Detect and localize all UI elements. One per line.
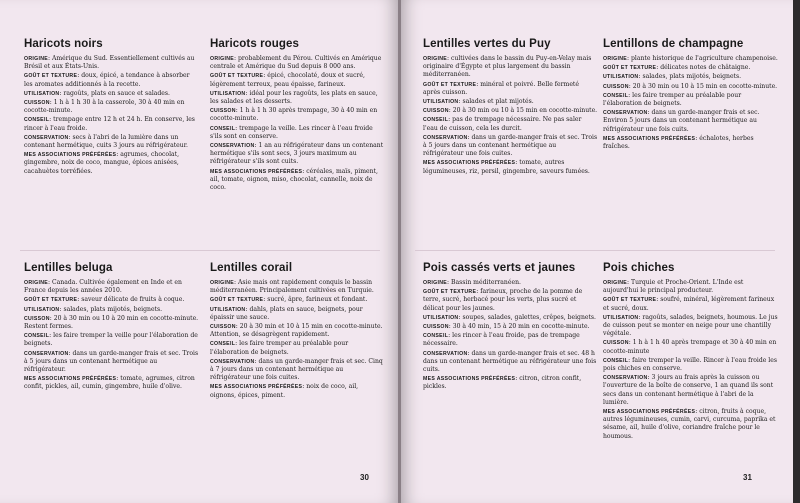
field-text: : dahls, plats en sauce, beignets, pour épaissir une sauce. — [210, 305, 363, 321]
field-text: : idéal pour les ragoûts, les plats en sauce, les salades et les desserts. — [210, 89, 378, 106]
field-text: : pas de trempage nécessaire. Ne pas saler l'eau de cuisson, cela les durcit. — [423, 116, 582, 132]
field-associations — [603, 408, 778, 441]
entry-haricots-noirs — [24, 38, 199, 177]
field-label: CUISSON — [603, 83, 629, 90]
field-text: : 3 jours au frais après la cuisson ou l'ouverture de la boîte de conserve, 1 an quand ils sont secs dans un contenant hermétique à l'abri de la lumière. — [603, 374, 774, 406]
page-number-left: 30 — [360, 473, 369, 482]
field-label: GOÛT ET TEXTURE — [603, 65, 657, 72]
field-label: CUISSON — [24, 100, 50, 107]
field-conservation — [423, 134, 598, 159]
field-text: : secs à l'abri de la lumière dans un contenant hermétique, cuits 3 jours au réfrigérateur. — [24, 133, 188, 150]
field-associations — [603, 135, 778, 151]
entry-lentilles-beluga — [24, 262, 199, 393]
field-utilisation — [24, 306, 199, 314]
field-cuisson — [423, 323, 598, 331]
field-text: : 1 an au réfrigérateur dans un contenant hermétique s'ils sont secs, 3 jours maximum au réfrigérateur s'ils sont cuits. — [210, 142, 384, 166]
field-conservation — [423, 350, 598, 375]
field-utilisation — [210, 90, 385, 106]
field-origine — [603, 55, 778, 63]
field-text: : trempage la veille. Les rincer à l'eau froide s'ils sont en conserve. — [210, 124, 373, 140]
field-cuisson — [210, 323, 385, 339]
field-gout-et-texture — [603, 296, 778, 312]
field-label: ORIGINE — [423, 56, 448, 62]
field-label: CONSERVATION — [603, 375, 648, 382]
field-conseil — [603, 357, 778, 373]
field-label: CONSERVATION — [603, 110, 648, 117]
field-text: : dans un garde-manger frais et sec. Trois à 5 jours dans un contenant hermétique au réfrigérateur. — [24, 349, 199, 374]
field-text: : probablement du Pérou. Cultivés en Amérique centrale et Amérique du Sud depuis 8 000 ans. — [210, 55, 382, 71]
field-text: : cultivées dans le bassin du Puy-en-Velay mais originaire d'Égypte et plus largement du bassin méditerranéen. — [423, 55, 592, 79]
field-label: ORIGINE — [24, 56, 49, 62]
field-text: : les faire tremper au préalable pour l'élaboration de beignets. — [603, 91, 742, 108]
field-gout-et-texture — [24, 72, 199, 88]
field-text: : les rincer à l'eau froide, pas de trempage nécessaire. — [423, 332, 580, 348]
field-label: CUISSON — [423, 324, 449, 331]
field-label: ORIGINE — [210, 56, 235, 62]
entry-pois-casses — [423, 262, 598, 393]
field-label: CONSERVATION — [24, 350, 69, 357]
field-label: GOÛT ET TEXTURE — [423, 81, 477, 88]
field-conservation — [210, 358, 385, 383]
field-text: : épicé, chocolaté, doux et sucré, légèrement terreux, peau épaisse, farineux. — [210, 72, 365, 88]
field-origine — [423, 55, 598, 80]
field-utilisation — [423, 314, 598, 322]
field-text: : dans un garde-manger frais et sec. Trois à 5 jours dans un contenant hermétique au réfrigérateur une fois cuites. — [423, 133, 598, 158]
field-gout-et-texture — [24, 296, 199, 304]
field-label: MES ASSOCIATIONS PRÉFÉRÉES — [423, 376, 516, 383]
page-number-right: 31 — [743, 473, 752, 482]
field-text: : dans un garde-manger frais et sec. Environ 5 jours dans un contenant hermétique au réfrigérateur une fois cuits. — [603, 109, 760, 133]
field-cuisson — [24, 99, 199, 115]
field-text: : faire tremper la veille. Rincer à l'eau froide les pois chiches en conserve. — [603, 356, 777, 373]
entry-title: Haricots noirs — [24, 38, 103, 50]
section-divider — [415, 250, 775, 251]
entry-pois-chiches — [603, 262, 778, 442]
field-origine — [24, 279, 199, 295]
field-label: MES ASSOCIATIONS PRÉFÉRÉES — [24, 376, 117, 383]
field-text: : 20 à 30 min ou 10 à 20 min en cocotte-minute. Restent fermes. — [24, 314, 199, 331]
field-text: : plante historique de l'agriculture champenoise. — [627, 55, 778, 62]
entry-title: Haricots rouges — [210, 38, 300, 50]
field-conservation — [24, 134, 199, 150]
field-text: : salades et plat mijotés. — [458, 98, 534, 106]
field-label: ORIGINE — [603, 280, 628, 286]
field-label: UTILISATION — [603, 74, 639, 81]
entry-title: Lentillons de champagne — [603, 38, 744, 50]
field-text: : noix de coco, ail, oignons, épices, piment. — [210, 383, 359, 399]
field-conservation — [210, 142, 385, 167]
field-cuisson — [210, 107, 385, 123]
field-label: MES ASSOCIATIONS PRÉFÉRÉES — [210, 384, 303, 391]
field-label: CONSERVATION — [24, 134, 69, 141]
entry-haricots-rouges — [210, 38, 385, 193]
field-conservation — [24, 350, 199, 375]
field-utilisation — [423, 98, 598, 106]
entry-title: Lentilles corail — [210, 262, 293, 274]
field-label: GOÛT ET TEXTURE — [210, 73, 264, 80]
field-associations — [24, 151, 199, 176]
field-text: : minéral et poivré. Belle fermeté après cuisson. — [423, 80, 579, 96]
field-associations — [210, 383, 385, 399]
entry-title: Lentilles beluga — [24, 262, 113, 274]
field-origine — [210, 279, 385, 295]
field-label: CONSEIL — [24, 333, 50, 340]
field-cuisson — [603, 339, 778, 355]
field-origine — [423, 279, 598, 287]
field-cuisson — [423, 107, 598, 115]
field-text: : tomate, agrumes, citron confit, pickles, ail, cumin, gingembre, huile d'olive. — [24, 375, 195, 391]
field-text: : délicates notes de châtaigne. — [656, 64, 751, 72]
field-label: GOÛT ET TEXTURE — [603, 297, 657, 304]
field-text: : ragoûts, salades, beignets, houmous. Le jus de cuisson peut se monter en neige pour une chantilly végétale. — [603, 313, 778, 338]
field-label: UTILISATION — [210, 306, 246, 313]
field-cuisson — [24, 315, 199, 331]
field-label: UTILISATION — [603, 314, 639, 321]
field-label: CONSEIL — [603, 92, 629, 99]
field-label: ORIGINE — [423, 280, 448, 286]
field-text: : Turquie et Proche-Orient. L'Inde est aujourd'hui le principal producteur. — [603, 279, 744, 295]
entry-title: Lentilles vertes du Puy — [423, 38, 551, 50]
field-text: : soufré, minéral, légèrement farineux et sucré, doux. — [603, 296, 775, 312]
field-text: : les faire tremper au préalable pour l'élaboration de beignets. — [210, 340, 349, 356]
field-label: CONSEIL — [603, 357, 629, 364]
field-text: : ragoûts, plats en sauce et salades. — [59, 89, 170, 97]
field-text: : doux, épicé, a tendance à absorber les aromates additionnés à la recette. — [24, 72, 190, 88]
field-conseil — [24, 332, 199, 348]
field-gout-et-texture — [603, 64, 778, 72]
field-text: : trempage entre 12 h et 24 h. En conserve, les rincer à l'eau froide. — [24, 116, 195, 132]
field-label: CUISSON — [24, 315, 50, 322]
field-label: UTILISATION — [423, 99, 459, 106]
field-conservation — [603, 109, 778, 134]
field-label: UTILISATION — [24, 90, 60, 97]
field-label: MES ASSOCIATIONS PRÉFÉRÉES — [423, 160, 516, 167]
field-text: : salades, plats mijotés, beignets. — [638, 73, 742, 81]
field-text: : Bassin méditerranéen. — [447, 279, 521, 286]
field-label: GOÛT ET TEXTURE — [210, 297, 264, 304]
field-associations — [423, 375, 598, 391]
field-origine — [24, 55, 199, 71]
field-cuisson — [603, 83, 778, 91]
field-label: CONSEIL — [423, 117, 449, 124]
field-text: : Amérique du Sud. Essentiellement cultivés au Brésil et aux États-Unis. — [24, 55, 195, 71]
field-text: : salades, plats mijotés, beignets. — [59, 305, 163, 313]
field-text: : dans un garde-manger frais et sec. Cinq à 7 jours dans un contenant hermétique au réfrigérateur une fois cuites. — [210, 357, 383, 382]
entry-lentilles-corail — [210, 262, 385, 401]
field-text: : 1 h à 1 h 30 après trempage, 30 à 40 min en cocotte-minute. — [210, 107, 378, 123]
entry-lentillons-de-champagne — [603, 38, 778, 152]
field-label: UTILISATION — [423, 314, 459, 321]
field-text: : 1 h à 1 h 30 à la casserole, 30 à 40 min en cocotte-minute. — [24, 99, 185, 115]
field-origine — [603, 279, 778, 295]
field-utilisation — [603, 73, 778, 81]
field-conseil — [210, 340, 385, 356]
section-divider — [20, 250, 380, 251]
field-text: : agrumes, chocolat, gingembre, noix de coco, mangue, épices anisées, cacahuètes torréfiées. — [24, 151, 180, 175]
field-text: : échalotes, herbes fraîches. — [603, 134, 754, 151]
field-label: CONSERVATION — [423, 134, 468, 141]
field-label: CUISSON — [210, 324, 236, 331]
field-origine — [210, 55, 385, 71]
field-gout-et-texture — [423, 81, 598, 97]
field-label: CONSEIL — [210, 125, 236, 132]
field-text: : Canada. Cultivée également en Inde et en France depuis les années 2010. — [24, 279, 182, 295]
field-text: : 20 à 30 min ou 10 à 15 min en cocotte-minute. — [628, 82, 778, 90]
field-label: CONSERVATION — [210, 358, 255, 365]
field-label: CONSERVATION — [210, 143, 255, 150]
field-gout-et-texture — [423, 288, 598, 313]
field-conseil — [210, 125, 385, 141]
field-text: : Asie mais ont rapidement conquis le bassin méditerranéen. Principalement cultivées en Turquie. — [210, 279, 374, 295]
field-conseil — [423, 116, 598, 132]
field-associations — [24, 375, 199, 391]
field-label: MES ASSOCIATIONS PRÉFÉRÉES — [603, 409, 696, 416]
field-label: MES ASSOCIATIONS PRÉFÉRÉES — [24, 152, 117, 159]
field-label: UTILISATION — [24, 306, 60, 313]
field-label: UTILISATION — [210, 90, 246, 97]
field-conseil — [24, 116, 199, 132]
field-text: : saveur délicate de fruits à coque. — [77, 296, 185, 304]
field-label: CONSERVATION — [423, 350, 468, 357]
field-label: ORIGINE — [603, 56, 628, 62]
field-label: ORIGINE — [24, 280, 49, 286]
field-text: : dans un garde-manger frais et sec. 48 h dans un contenant hermétique au réfrigérateur une fois cuits. — [423, 349, 597, 374]
field-label: CUISSON — [423, 108, 449, 115]
field-associations — [423, 159, 598, 175]
field-label: CONSEIL — [210, 341, 236, 348]
field-conseil — [423, 332, 598, 348]
page-edge — [793, 0, 800, 503]
field-text: : farineux, proche de la pomme de terre, sucré, herbacé pour les verts, plus sucré et délicat pour les jaunes. — [423, 288, 583, 312]
field-text: : les faire tremper la veille pour l'élaboration de beignets. — [24, 332, 198, 348]
field-label: GOÛT ET TEXTURE — [423, 289, 477, 296]
field-utilisation — [24, 90, 199, 98]
field-text: : soupes, salades, galettes, crêpes, beignets. — [458, 313, 596, 321]
field-text: : sucré, âpre, farineux et fondant. — [263, 296, 368, 304]
field-text: : 1 h à 1 h 40 après trempage et 30 à 40 min en cocotte-minute — [603, 339, 777, 355]
field-text: : céréales, maïs, piment, ail, tomate, oignon, miso, chocolat, cannelle, noix de coco. — [210, 167, 378, 192]
entry-title: Pois chiches — [603, 262, 675, 274]
field-text: : 30 à 40 min, 15 à 20 min en cocotte-minute. — [448, 323, 590, 331]
field-label: MES ASSOCIATIONS PRÉFÉRÉES — [603, 135, 696, 142]
field-text: : citron, citron confit, pickles. — [423, 375, 582, 391]
field-conseil — [603, 92, 778, 108]
field-label: CONSEIL — [24, 117, 50, 124]
field-label: GOÛT ET TEXTURE — [24, 297, 78, 304]
field-utilisation — [603, 314, 778, 339]
field-label: CONSEIL — [423, 333, 449, 340]
field-text: : citron, fruits à coque, autres légumineuses, cumin, carvi, curcuma, paprika et sésame, ail, huile d'olive, coriandre fraîche pour le houmous. — [603, 408, 776, 440]
field-utilisation — [210, 306, 385, 322]
entry-lentilles-vertes-du-puy — [423, 38, 598, 177]
field-label: MES ASSOCIATIONS PRÉFÉRÉES — [210, 168, 303, 175]
field-associations — [210, 168, 385, 193]
field-label: CUISSON — [210, 108, 236, 115]
field-text: : tomate, autres légumineuses, riz, persil, gingembre, saveurs fumées. — [423, 159, 590, 175]
field-conservation — [603, 374, 778, 407]
field-gout-et-texture — [210, 296, 385, 304]
field-label: GOÛT ET TEXTURE — [24, 73, 78, 80]
field-label: ORIGINE — [210, 280, 235, 286]
field-text: : 20 à 30 min ou 10 à 15 min en cocotte-minute. — [448, 107, 598, 115]
field-text: : 20 à 30 min et 10 à 15 min en cocotte-minute. Attention, se désagrègent rapidement. — [210, 323, 383, 339]
field-label: CUISSON — [603, 340, 629, 347]
field-gout-et-texture — [210, 72, 385, 88]
entry-title: Pois cassés verts et jaunes — [423, 262, 576, 274]
